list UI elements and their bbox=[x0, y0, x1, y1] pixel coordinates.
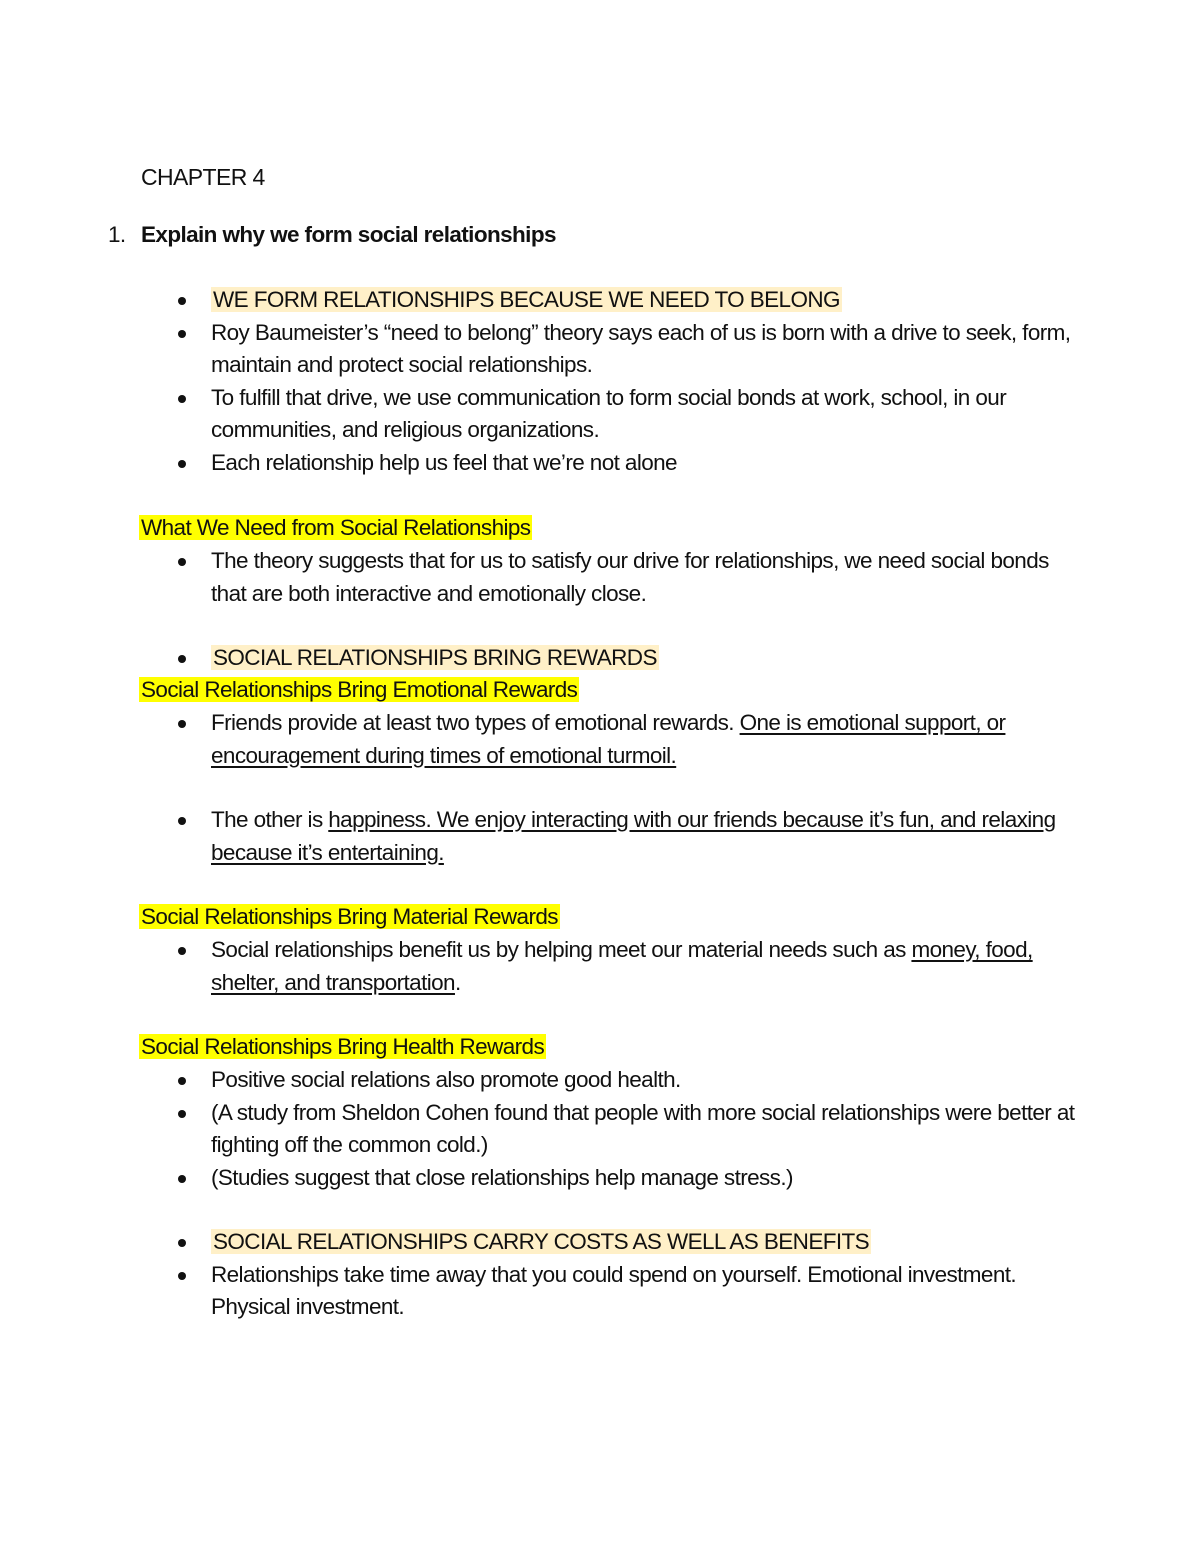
list-item bbox=[0, 1064, 1200, 1097]
bullet-list bbox=[0, 934, 1200, 999]
list-item-text: Relationships take time away that you could spend on yourself. Emotional investment. Physical investment. bbox=[211, 1261, 1017, 1319]
question-number: 1. bbox=[108, 222, 126, 247]
bullet-icon bbox=[178, 330, 186, 338]
bullet-icon bbox=[178, 460, 186, 468]
bullet-list bbox=[0, 545, 1200, 610]
list-item-text: The theory suggests that for us to satisfy our drive for relationships, we need social bonds that are both interactive and emotionally close. bbox=[211, 548, 1049, 606]
list-item bbox=[0, 934, 1200, 999]
section-heading bbox=[139, 512, 532, 545]
question-text: Explain why we form social relationships bbox=[141, 222, 556, 247]
underlined-text: money, food, shelter, and transportation bbox=[211, 937, 1033, 995]
chapter-title: CHAPTER 4 bbox=[141, 164, 265, 190]
list-item-text: The other is bbox=[211, 807, 329, 832]
bullet-icon bbox=[178, 395, 186, 403]
list-item-text: Roy Baumeister’s “need to belong” theory says each of us is born with a drive to seek, form, maintain and protect social relationships. bbox=[211, 319, 1071, 377]
list-item-text: (A study from Sheldon Cohen found that people with more social relationships were better at fighting off the common cold.) bbox=[211, 1099, 1075, 1157]
bullet-icon bbox=[178, 1175, 186, 1183]
section-costs bbox=[0, 1226, 1200, 1324]
highlighted-heading: Social Relationships Bring Emotional Rewards bbox=[141, 677, 578, 702]
section-heading bbox=[139, 1031, 546, 1064]
list-item-text: Social relationships benefit us by helping meet our material needs such as bbox=[211, 937, 912, 962]
list-item-text: (Studies suggest that close relationships help manage stress.) bbox=[211, 1164, 793, 1190]
section-heading bbox=[139, 674, 579, 707]
bullet-list bbox=[0, 284, 1200, 479]
list-item bbox=[0, 545, 1200, 610]
list-item bbox=[0, 707, 1200, 772]
list-item-text: Each relationship help us feel that we’re not alone bbox=[211, 449, 677, 475]
highlighted-text: WE FORM RELATIONSHIPS BECAUSE WE NEED TO BELONG bbox=[213, 287, 840, 312]
list-item-text: To fulfill that drive, we use communication to form social bonds at work, school, in our communities, and religious organizations. bbox=[211, 384, 1007, 442]
list-item bbox=[0, 447, 1200, 480]
bullet-icon bbox=[178, 1110, 186, 1118]
bullet-list bbox=[0, 642, 1200, 675]
list-item-text: Positive social relations also promote good health. bbox=[211, 1067, 681, 1092]
bullet-icon bbox=[178, 817, 186, 825]
list-item bbox=[0, 382, 1200, 447]
list-item bbox=[0, 804, 1200, 869]
bullet-icon bbox=[178, 947, 186, 955]
section-emotional-rewards bbox=[0, 707, 1200, 772]
section-material-rewards bbox=[0, 934, 1200, 999]
list-item-end: . bbox=[454, 969, 461, 995]
bullet-icon bbox=[178, 1272, 186, 1280]
section-emotional-rewards-2 bbox=[0, 804, 1200, 869]
bullet-icon bbox=[178, 558, 186, 566]
bullet-icon bbox=[178, 1077, 186, 1085]
list-item bbox=[0, 317, 1200, 382]
bullet-icon bbox=[178, 1239, 186, 1247]
list-item bbox=[0, 1226, 1200, 1259]
bullet-icon bbox=[178, 655, 186, 663]
section-health-rewards bbox=[0, 1064, 1200, 1194]
list-item bbox=[0, 284, 1200, 317]
section-heading bbox=[139, 901, 560, 934]
section-what-we-need bbox=[0, 545, 1200, 610]
underlined-text: happiness. We enjoy interacting with our friends because it’s fun, and relaxing because it’s entertaining. bbox=[211, 807, 1056, 865]
section-rewards bbox=[0, 642, 1200, 675]
list-item bbox=[0, 1097, 1200, 1162]
highlighted-heading: Social Relationships Bring Material Rewards bbox=[141, 904, 558, 929]
list-item-text: Friends provide at least two types of emotional rewards. bbox=[211, 710, 740, 735]
highlighted-heading: What We Need from Social Relationships bbox=[141, 515, 531, 540]
bullet-list bbox=[0, 1064, 1200, 1194]
list-item bbox=[0, 1259, 1200, 1324]
list-item bbox=[0, 1162, 1200, 1195]
highlighted-heading: Social Relationships Bring Health Rewards bbox=[141, 1034, 545, 1059]
bullet-icon bbox=[178, 720, 186, 728]
bullet-list bbox=[0, 707, 1200, 772]
bullet-icon bbox=[178, 297, 186, 305]
list-item bbox=[0, 642, 1200, 675]
highlighted-text: SOCIAL RELATIONSHIPS BRING REWARDS bbox=[213, 645, 657, 670]
bullet-list bbox=[0, 1226, 1200, 1324]
section-need-to-belong bbox=[0, 284, 1200, 479]
bullet-list bbox=[0, 804, 1200, 869]
underlined-text: One is emotional support, or encouragement during times of emotional turmoil. bbox=[211, 710, 1006, 768]
question-heading bbox=[108, 222, 556, 248]
highlighted-text: SOCIAL RELATIONSHIPS CARRY COSTS AS WELL AS BENEFITS bbox=[213, 1229, 870, 1254]
